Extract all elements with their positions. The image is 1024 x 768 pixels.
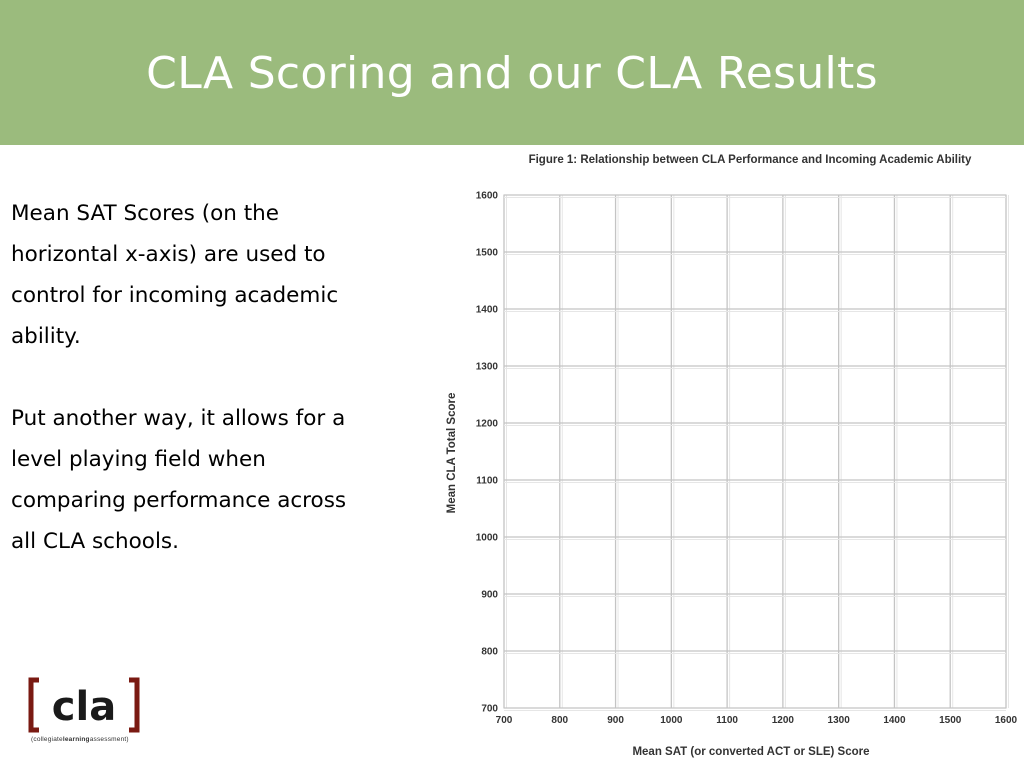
scatter-chart bbox=[436, 146, 1024, 764]
logo-wordmark: cla bbox=[51, 684, 117, 730]
slide-title: CLA Scoring and our CLA Results bbox=[146, 48, 878, 99]
x-tick-label: 1300 bbox=[827, 715, 850, 726]
x-tick-label: 1400 bbox=[883, 715, 906, 726]
y-tick-label: 1100 bbox=[476, 475, 498, 487]
x-tick-label: 900 bbox=[607, 715, 624, 726]
x-tick-label: 1600 bbox=[994, 715, 1018, 726]
x-tick-label: 700 bbox=[495, 715, 513, 726]
x-tick-label: 1000 bbox=[660, 715, 683, 726]
chart-ylabel: Mean CLA Total Score bbox=[446, 392, 458, 514]
logo-subtitle: (collegiatelearningassessment) bbox=[31, 736, 129, 743]
x-tick-label: 800 bbox=[551, 715, 569, 726]
y-tick-label: 1000 bbox=[475, 532, 498, 544]
chart-title: Figure 1: Relationship between CLA Performance and Incoming Academic Ability bbox=[528, 154, 972, 166]
y-tick-label: 1300 bbox=[475, 361, 498, 373]
cla-logo bbox=[28, 676, 148, 748]
x-tick-label: 1500 bbox=[939, 715, 962, 726]
paragraph-1: Mean SAT Scores (on the horizontal x-axis) are used to control for incoming academic ability. bbox=[11, 201, 339, 349]
title-bar bbox=[0, 0, 1024, 145]
plot-area bbox=[504, 195, 1006, 708]
chart-xlabel: Mean SAT (or converted ACT or SLE) Score bbox=[632, 746, 870, 758]
y-tick-label: 900 bbox=[481, 589, 498, 601]
body-text bbox=[11, 193, 361, 562]
y-tick-label: 1200 bbox=[475, 418, 498, 430]
cla-logo-mark bbox=[28, 676, 148, 736]
y-tick-label: 1400 bbox=[475, 304, 498, 316]
x-tick-label: 1100 bbox=[716, 715, 738, 726]
paragraph-2: Put another way, it allows for a level playing field when comparing performance across all CLA schools. bbox=[11, 406, 347, 554]
y-tick-label: 700 bbox=[481, 703, 498, 715]
chart-figure bbox=[436, 146, 1024, 764]
y-tick-label: 800 bbox=[481, 646, 498, 658]
x-tick-label: 1200 bbox=[771, 715, 795, 726]
y-tick-label: 1500 bbox=[475, 247, 498, 259]
y-tick-label: 1600 bbox=[475, 190, 498, 202]
